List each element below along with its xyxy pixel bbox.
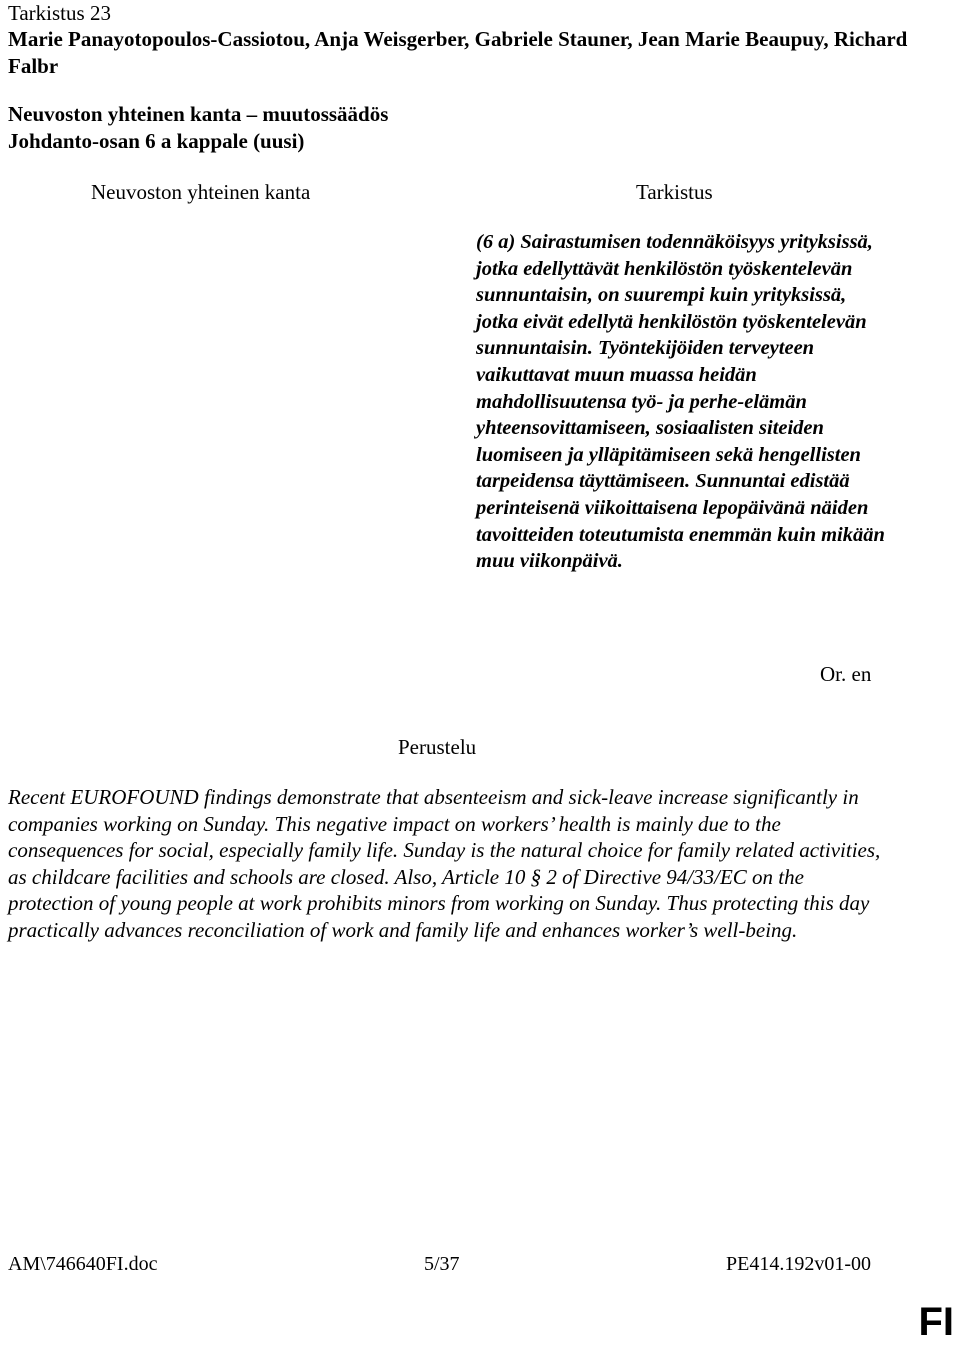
footer-doc-reference: AM\746640FI.doc [8, 1253, 158, 1275]
position-line-2: Johdanto-osan 6 a kappale (uusi) [8, 128, 305, 153]
footer-language-code: FI [918, 1300, 954, 1344]
original-language: Or. en [820, 662, 872, 686]
column-heading-council-position: Neuvoston yhteinen kanta [91, 180, 311, 204]
column-heading-amendment: Tarkistus [636, 180, 713, 204]
authors: Marie Panayotopoulos-Cassiotou, Anja Weisgerber, Gabriele Stauner, Jean Marie Beaupuy, Richard Falbr [8, 27, 908, 78]
footer-pe-reference: PE414.192v01-00 [726, 1253, 871, 1275]
amendment-text: (6 a) Sairastumisen todennäköisyys yrityksissä, jotka edellyttävät henkilöstön työskentelevän sunnuntaisin, on suurempi kuin yrityksissä, jotka eivät edellytä henkilöstön työskentelevän sunnuntaisin. Työntekijöiden terveyteen vaikuttavat muun muassa heidän mahdollisuutensa työ- ja perhe-elämän yhteensovittamiseen, sosiaalisten siteiden luomiseen ja ylläpitämiseen sekä hengellisten tarpeidensa täyttämiseen. Sunnuntai edistää perinteisenä viikoittaisena lepopäivänä näiden tavoitteiden toteutumista enemmän kuin mikään muu viikonpäivä. [476, 231, 885, 573]
footer-page-number: 5/37 [424, 1253, 460, 1275]
justification-text: Recent EUROFOUND findings demonstrate that absenteeism and sick-leave increase significantly in companies working on Sunday. This negative impact on workers’ health is mainly due to the consequences for social, especially family life. Sunday is the natural choice for family related activities, as childcare facilities and schools are closed. Also, Article 10 § 2 of Directive 94/33/EC on the protection of young people at work prohibits minors from working on Sunday. Thus protecting this day practically advances reconciliation of work and family life and enhances worker’s well-being. [8, 785, 881, 942]
position-line-1: Neuvoston yhteinen kanta – muutossäädös [8, 102, 389, 126]
council-position-title [8, 101, 708, 154]
amendment-title: Tarkistus 23 [8, 1, 111, 25]
justification-heading: Perustelu [398, 735, 477, 759]
